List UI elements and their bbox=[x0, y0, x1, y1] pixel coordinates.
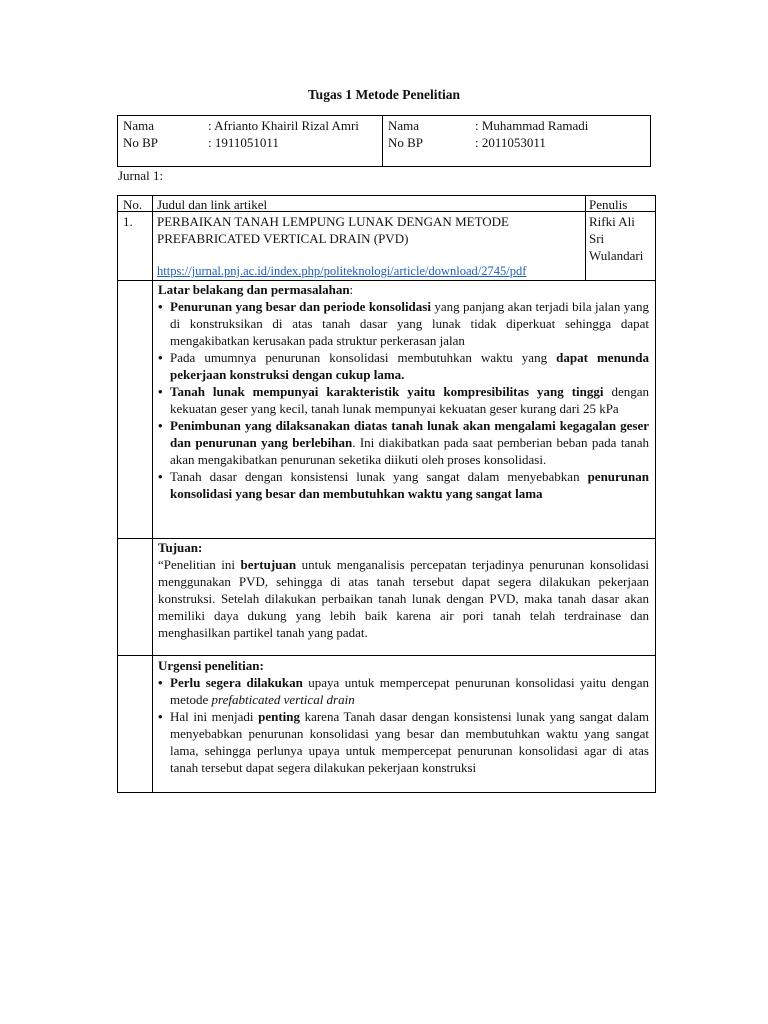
right-bp-label: No BP bbox=[388, 135, 424, 150]
list-item: • Tanah dasar dengan konsistensi lunak yang sangat dalam menyebabkan penurunan konsolidasi yang besar dan membutuhkan waktu yang sangat lama bbox=[158, 468, 649, 502]
tujuan-heading: Tujuan: bbox=[158, 540, 203, 555]
list-item: • Hal ini menjadi penting karena Tanah dasar dengan konsistensi lunak yang sangat dalam menyebabkan penurunan konsolidasi yang besar dan membutuhkan waktu yang sangat lama, sehingga perlunya upaya untuk mempercepat penurunan konsolidasi agar di atas tanah tersebut dapat segera dilakukan pekerjaan konstruksi bbox=[158, 708, 649, 776]
article-title-line2: PREFABRICATED VERTICAL DRAIN (PVD) bbox=[157, 231, 409, 246]
article-title-line1: PERBAIKAN TANAH LEMPUNG LUNAK DENGAN METODE bbox=[157, 214, 509, 229]
header-penulis: Penulis bbox=[589, 197, 628, 212]
left-labels bbox=[123, 117, 158, 151]
article-title bbox=[157, 213, 509, 247]
identity-divider bbox=[382, 116, 383, 166]
list-item: • Penimbunan yang dilaksanakan diatas tanah lunak akan mengalami kegagalan geser dan penurunan yang berlebihan. Ini diakibatkan pada saat pemberian beban pada tanah akan mengakibatkan penurunan seketika diikuti oleh proses konsolidasi. bbox=[158, 417, 649, 468]
column-divider bbox=[152, 196, 153, 792]
left-name-label: Nama bbox=[123, 118, 155, 133]
list-item: • Pada umumnya penurunan konsolidasi membutuhkan waktu yang dapat menunda pekerjaan konstruksi dengan cukup lama. bbox=[158, 349, 649, 383]
list-item: • Penurunan yang besar dan periode konsolidasi yang panjang akan terjadi bila jalan yang di konstruksikan di atas tanah dasar yang lunak tidak diperkuat sehingga dapat mengakibatkan kerusakan pada struktur perkerasan jalan bbox=[158, 298, 649, 349]
latar-heading: Latar belakang dan permasalahan bbox=[158, 282, 350, 297]
header-no: No. bbox=[123, 197, 143, 212]
author-line: Wulandari bbox=[589, 248, 644, 263]
right-labels bbox=[388, 117, 423, 151]
article-table bbox=[117, 195, 656, 793]
right-name-label: Nama bbox=[388, 118, 420, 133]
right-bp-value: : 2011053011 bbox=[475, 135, 546, 150]
left-bp-value: : 1911051011 bbox=[208, 135, 279, 150]
document-title: Tugas 1 Metode Penelitian bbox=[307, 87, 461, 102]
right-values bbox=[475, 117, 588, 151]
identity-box bbox=[117, 115, 651, 167]
list-item: • Perlu segera dilakukan upaya untuk mempercepat penurunan konsolidasi yaitu dengan metode prefabticated vertical drain bbox=[158, 674, 649, 708]
urgensi-heading: Urgensi penelitian: bbox=[158, 658, 264, 673]
latar-belakang-section: Latar belakang dan permasalahan: • Penurunan yang besar dan periode konsolidasi yang panjang akan terjadi bila jalan yang di konstruksikan di atas tanah dasar yang lunak tidak diperkuat sehingga dapat mengakibatkan kerusakan pada struktur perkerasan jalan • Pada umumnya penurunan konsolidasi membutuhkan waktu yang dapat menunda pekerjaan konstruksi dengan cukup lama. • Tanah lunak mempunyai karakteristik yaitu kompresibilitas yang tinggi dengan kekuatan geser yang kecil, tanah lunak mempunyai kekuatan geser kurang dari 25 kPa • Penimbunan yang dilaksanakan diatas tanah lunak akan mengalami kegagalan geser dan penurunan yang berlebihan. Ini diakibatkan pada saat pemberian beban pada tanah akan mengakibatkan penurunan seketika diikuti oleh proses konsolidasi. • Tanah dasar dengan konsistensi lunak yang sangat dalam menyebabkan penurunan konsolidasi yang besar dan membutuhkan waktu yang sangat lama bbox=[158, 281, 649, 502]
list-item: • Tanah lunak mempunyai karakteristik yaitu kompresibilitas yang tinggi dengan kekuatan geser yang kecil, tanah lunak mempunyai kekuatan geser kurang dari 25 kPa bbox=[158, 383, 649, 417]
row-number: 1. bbox=[123, 214, 133, 229]
author-line: Sri bbox=[589, 231, 605, 246]
urgensi-section bbox=[158, 657, 649, 776]
left-values bbox=[208, 117, 359, 151]
header-judul: Judul dan link artikel bbox=[157, 197, 268, 212]
tujuan-section bbox=[158, 539, 649, 641]
column-divider bbox=[585, 196, 586, 280]
left-name-value: : Afrianto Khairil Rizal Amri bbox=[208, 118, 359, 133]
right-name-value: : Muhammad Ramadi bbox=[475, 118, 589, 133]
tujuan-paragraph: “Penelitian ini bertujuan untuk menganalisis percepatan terjadinya penurunan konsolidasi menggunakan PVD, sehingga di atas tanah tersebut dapat segera dilakukan pekerjaan konstruksi. Setelah dilakukan perbaikan tanah lunak dengan PVD, maka tanah dasar akan memiliki daya dukung yang lebih baik karena air pori tanah telah terdrainase dan menghasilkan partikel tanah yang padat. bbox=[158, 557, 649, 640]
left-bp-label: No BP bbox=[123, 135, 159, 150]
row-divider bbox=[118, 655, 655, 656]
authors bbox=[589, 213, 643, 264]
article-link[interactable]: https://jurnal.pnj.ac.id/index.php/politeknologi/article/download/2745/pdf bbox=[157, 264, 527, 278]
author-line: Rifki Ali bbox=[589, 214, 635, 229]
jurnal-label: Jurnal 1: bbox=[118, 168, 164, 183]
